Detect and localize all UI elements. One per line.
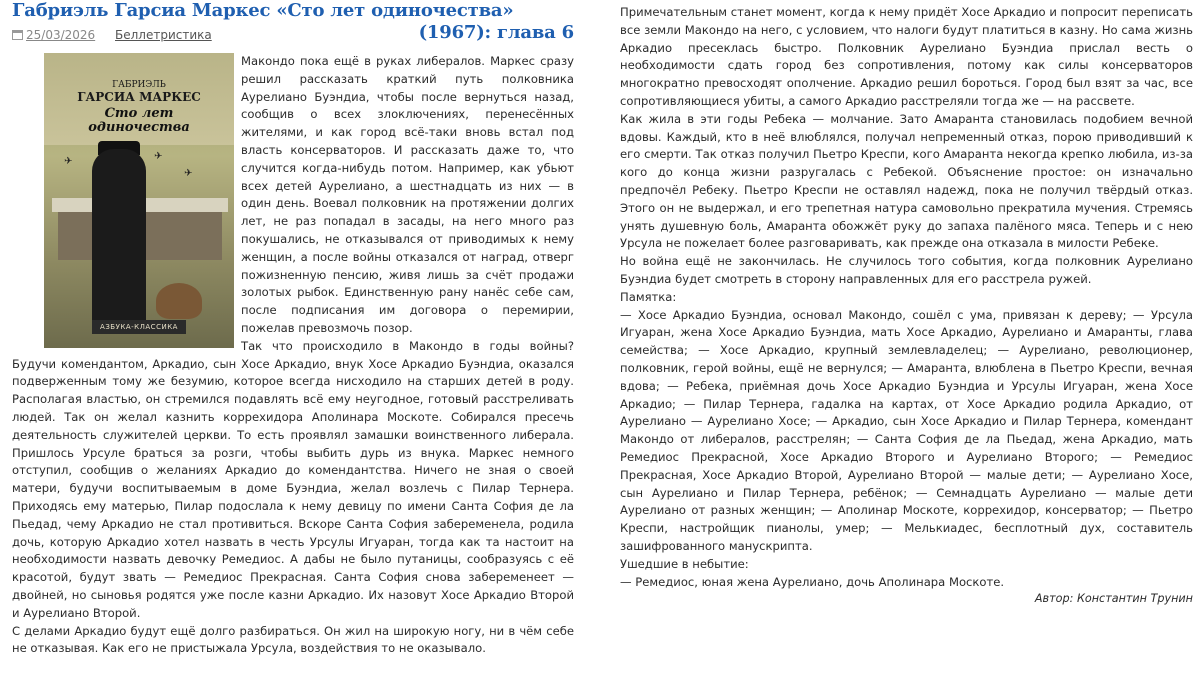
post-meta <box>12 28 212 42</box>
paragraph: Так что происходило в Макондо в годы войны? Будучи комендантом, Аркадио, сын Хосе Аркадио, внук Хосе Аркадио Буэндиа, оказался подверженным тому же безумию, которое всегда нисходило на старших детей в роду. Располагая властью, он стремился подавлять всё ему неугодное, готовый расстреливать людей. Так он желал казнить коррехидора Аполинара Москоте. Собирался пресечь деятельность служителей церкви. То есть проявлял замашки воинственного либерала. Пришлось Урсуле браться за розги, чтобы выбить дурь из внука. Маркес немного отступил, сообщив о желаниях Аркадио до комендантства. Ничего не зная о своей матери, будучи воспитываемым в доме Буэндиа, желал возлечь с Пилар Тернера. Приходясь ему матерью, Пилар подослала к нему девицу по имени Санта София де ла Пьедад, чему Аркадио не стал противиться. Вскоре Санта София забеременела, родила дочь, которую Аркадио хотел назвать в честь Урсулы Игуаран, тогда как та настоит на необходимости назвать девочку Ремедиос. А дабы не было путаницы, сообразуясь с её красотой, будут звать — Ремедиос Прекрасная. Санта София снова забеременеет — двойней, но сыновья родятся уже после казни Аркадио. Их назовут Хосе Аркадио Второй и Аурелиано Второй. <box>12 338 574 620</box>
article-body-right <box>620 4 1193 591</box>
author-signature: Автор: Константин Трунин <box>1034 592 1193 606</box>
article-body-left <box>12 53 574 658</box>
right-column <box>620 4 1193 675</box>
bird-icon: ✈ <box>64 156 73 167</box>
paragraph: Примечательным станет момент, когда к нему придёт Хосе Аркадио и попросит переписать все земли Макондо на него, с условием, что налоги будут платиться в казну. Но сама жизнь Аркадио пресеклась быстро. Полковник Аурелиано Буэндиа прислал весть о необходимости сдать город без сопротивления, потому как силы консерваторов многократно превосходят ополчение. Аркадио решил бороться. Город был взят за час, все сопротивляющиеся убиты, а самого Аркадио расстреляли тогда же — на рассвете. <box>620 5 1193 108</box>
cover-publisher: АЗБУКА-КЛАССИКА <box>92 320 186 334</box>
paragraph: Но война ещё не закончилась. Не случилось того события, когда полковник Аурелиано Буэндиа будет смотреть в сторону направленных для его расстрела ружей. <box>620 254 1193 286</box>
bird-icon: ✈ <box>184 168 193 179</box>
departed-heading: Ушедшие в небытие: <box>620 556 749 571</box>
cover-dog <box>156 283 202 319</box>
bird-icon: ✈ <box>154 151 163 162</box>
cover-author: ГАБРИЭЛЬ ГАРСИА МАРКЕС <box>77 80 201 104</box>
memo-list: — Хосе Аркадио Буэндиа, основал Макондо, сошёл с ума, привязан к дереву; — Урсула Игуаран, жена Хосе Аркадио Буэндиа, мать Хосе Аркадио, Аурелиано и Амаранты, глава семейства; — Хосе Аркадио, крупный землевладелец; — Аурелиано, революционер, полковник, герой войны, ещё не вернулся; — Амаранта, влюблена в Пьетро Креспи, вечная вдова; — Ребека, приёмная дочь Хосе Аркадио Буэндиа и Урсулы Игуаран, жена Хосе Аркадио; — Пилар Тернера, гадалка на картах, от Хосе Аркадио родила Аркадио, от Аурелиано — Аурелиано Хосе; — Аркадио, сын Хосе Аркадио и Пилар Тернера, комендант Макондо от либералов, расстрелян; — Санта София де ла Пьедад, жена Аркадио, мать Ремедиос Прекрасной, Хосе Аркадио Второго и Аурелиано Второго; — Ремедиос Прекрасная, Хосе Аркадио Второй, Аурелиано Второй — малые дети; — Аурелиано Хосе, сын Аурелиано и Пилар Тернера, ребёнок; — Семнадцать Аурелиано — малые дети Аурелиано от разных женщин; — Аполинар Москоте, коррехидор, консерватор; — Пьетро Креспи, настройщик пианолы, умер; — Мелькиадес, бесплотный дух, составитель зашифрованного манускрипта. <box>620 307 1193 553</box>
cover-title: Сто лет одиночества <box>88 106 190 135</box>
book-cover-image <box>44 53 234 348</box>
article-title-line2: (1967): глава 6 <box>418 22 574 43</box>
article-title-line1: Габриэль Гарсиа Маркес «Сто лет одиночества» <box>12 0 514 21</box>
cover-figure <box>92 149 146 329</box>
paragraph: Как жила в эти годы Ребека — молчание. Зато Амаранта становилась подобием вечной вдовы. Каждый, кто в неё влюблялся, получал непременный отказ, порою приводивший к его смерти. Так отказ получил Пьетро Креспи, кого Амаранта некогда крепко любила, из-за кого до конца жизни разругалась с Ребекой. Объяснение простое: он изначально предпочёл Ребеку. Пьетро Креспи не оставлял надежд, пока не получил твёрдый отказ. Этого он не выдержал, и его трепетная натура самовольно прекратила мучения. Стремясь унять душевную боль, Амаранта обожжёт руку до запаха палёного мяса. Теперь и с нею Урсула не пожелает более разговаривать, как прежде она отказала в милости Ребеке. <box>620 111 1193 251</box>
post-date-link[interactable]: 25/03/2026 <box>26 28 96 42</box>
left-column <box>12 0 574 675</box>
departed-list: — Ремедиос, юная жена Аурелиано, дочь Аполинара Москоте. <box>620 574 1005 589</box>
paragraph: С делами Аркадио будут ещё долго разбираться. Он жил на широкую ногу, ни в чём себе не отказывая. Как его не пристыжала Урсула, воздействия то не оказывало. <box>12 623 574 656</box>
calendar-icon <box>12 30 23 40</box>
paragraph: Макондо пока ещё в руках либералов. Маркес сразу решил рассказать краткий путь полковника Аурелиано Буэндиа, чтобы после вернуться назад, сообщив о всех злоключениях, перенесённых жителями, и как город всё-таки вновь встал под власть консерваторов. И рассказать даже то, что случится когда-нибудь потом. Например, как убьют всех детей Аурелиано, а шестнадцать из них — в один день. Воевал полковник на протяжении долгих лет, не раз попадал в засады, на него много раз покушались, не отказывался от приводимых к нему женщин, а после войны отказался от наград, отверг пожизненную пенсию, живя лишь за счёт продажи золотых рыбок. Единственную рану нанёс себе сам, после подписания им договора о перемирии, пожелав превозмочь позор. <box>241 54 574 335</box>
category-link[interactable]: Беллетристика <box>115 28 212 42</box>
memo-heading: Памятка: <box>620 289 677 304</box>
